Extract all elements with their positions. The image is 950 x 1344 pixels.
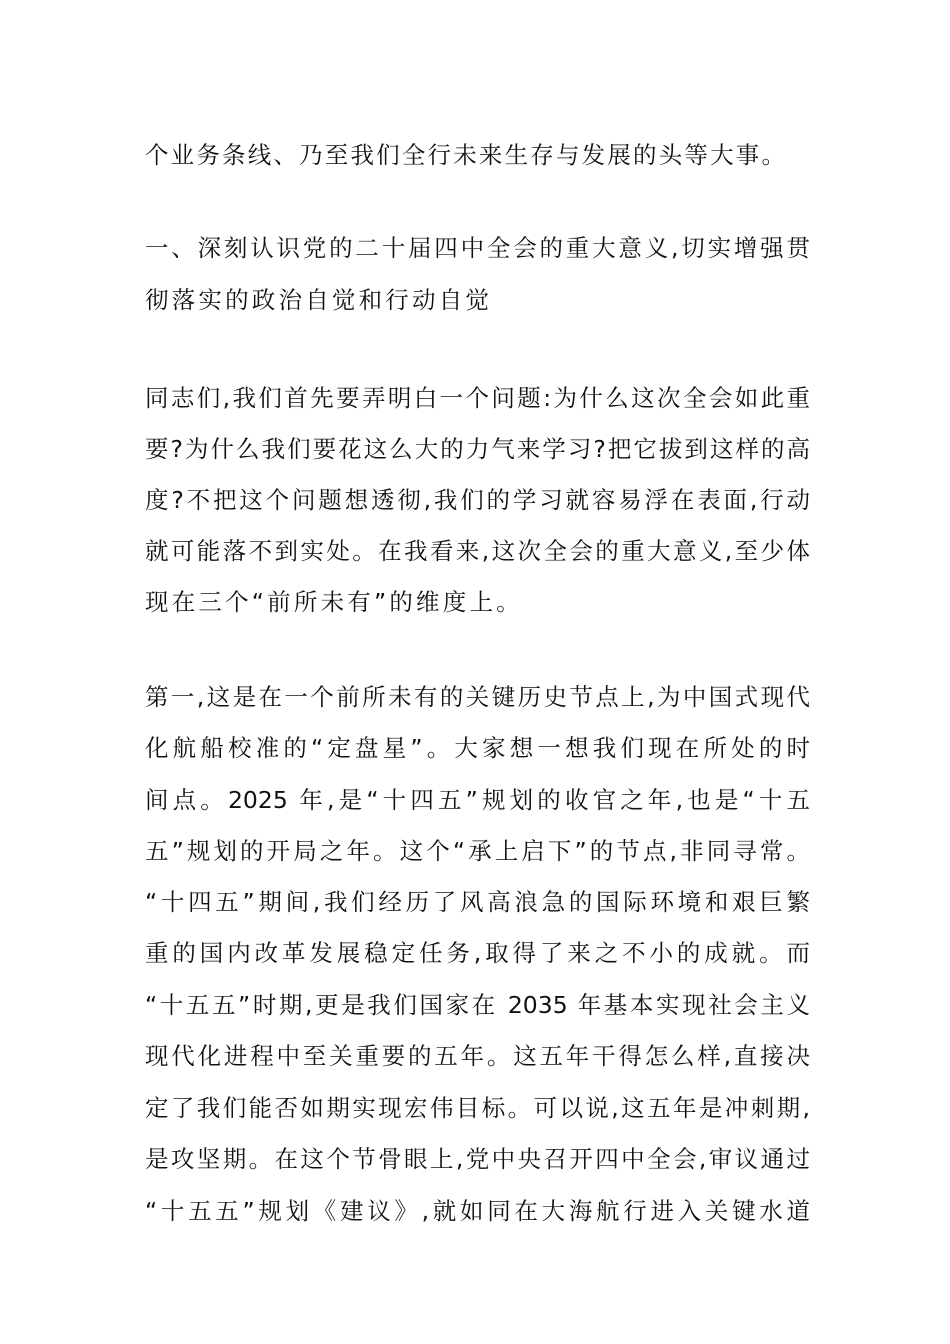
paragraph-line: 要?为什么我们要花这么大的力气来学习?把它拔到这样的高 (145, 435, 810, 463)
paragraph-line: 现代化进程中至关重要的五年。这五年干得怎么样,直接决 (145, 1042, 810, 1070)
paragraph-line: 是攻坚期。在这个节骨眼上,党中央召开四中全会,审议通过 (145, 1145, 810, 1173)
paragraph-line: “十五五”规划《建议》,就如同在大海航行进入关键水道 (145, 1197, 810, 1225)
paragraph-line: 个业务条线、乃至我们全行未来生存与发展的头等大事。 (145, 141, 785, 169)
paragraph-line: 第一,这是在一个前所未有的关键历史节点上,为中国式现代 (145, 683, 810, 711)
section-heading-line: 一、深刻认识党的二十届四中全会的重大意义,切实增强贯 (145, 234, 810, 262)
paragraph-line: 重的国内改革发展稳定任务,取得了来之不小的成就。而 (145, 939, 810, 967)
paragraph-line: 定了我们能否如期实现宏伟目标。可以说,这五年是冲刺期, (145, 1094, 810, 1122)
paragraph-line: “十五五”时期,更是我们国家在 2035 年基本实现社会主义 (145, 991, 810, 1019)
paragraph-line: 同志们,我们首先要弄明白一个问题:为什么这次全会如此重 (145, 384, 810, 412)
paragraph-line: 化航船校准的“定盘星”。大家想一想我们现在所处的时 (145, 734, 810, 762)
paragraph-line: “十四五”期间,我们经历了风高浪急的国际环境和艰巨繁 (145, 888, 810, 916)
paragraph-line: 五”规划的开局之年。这个“承上启下”的节点,非同寻常。 (145, 837, 810, 865)
paragraph-line: 现在三个“前所未有”的维度上。 (145, 588, 523, 616)
paragraph-line: 就可能落不到实处。在我看来,这次全会的重大意义,至少体 (145, 537, 810, 565)
paragraph-line: 度?不把这个问题想透彻,我们的学习就容易浮在表面,行动 (145, 486, 810, 514)
paragraph-line: 间点。2025 年,是“十四五”规划的收官之年,也是“十五 (145, 786, 810, 814)
section-heading-line: 彻落实的政治自觉和行动自觉 (145, 286, 493, 314)
